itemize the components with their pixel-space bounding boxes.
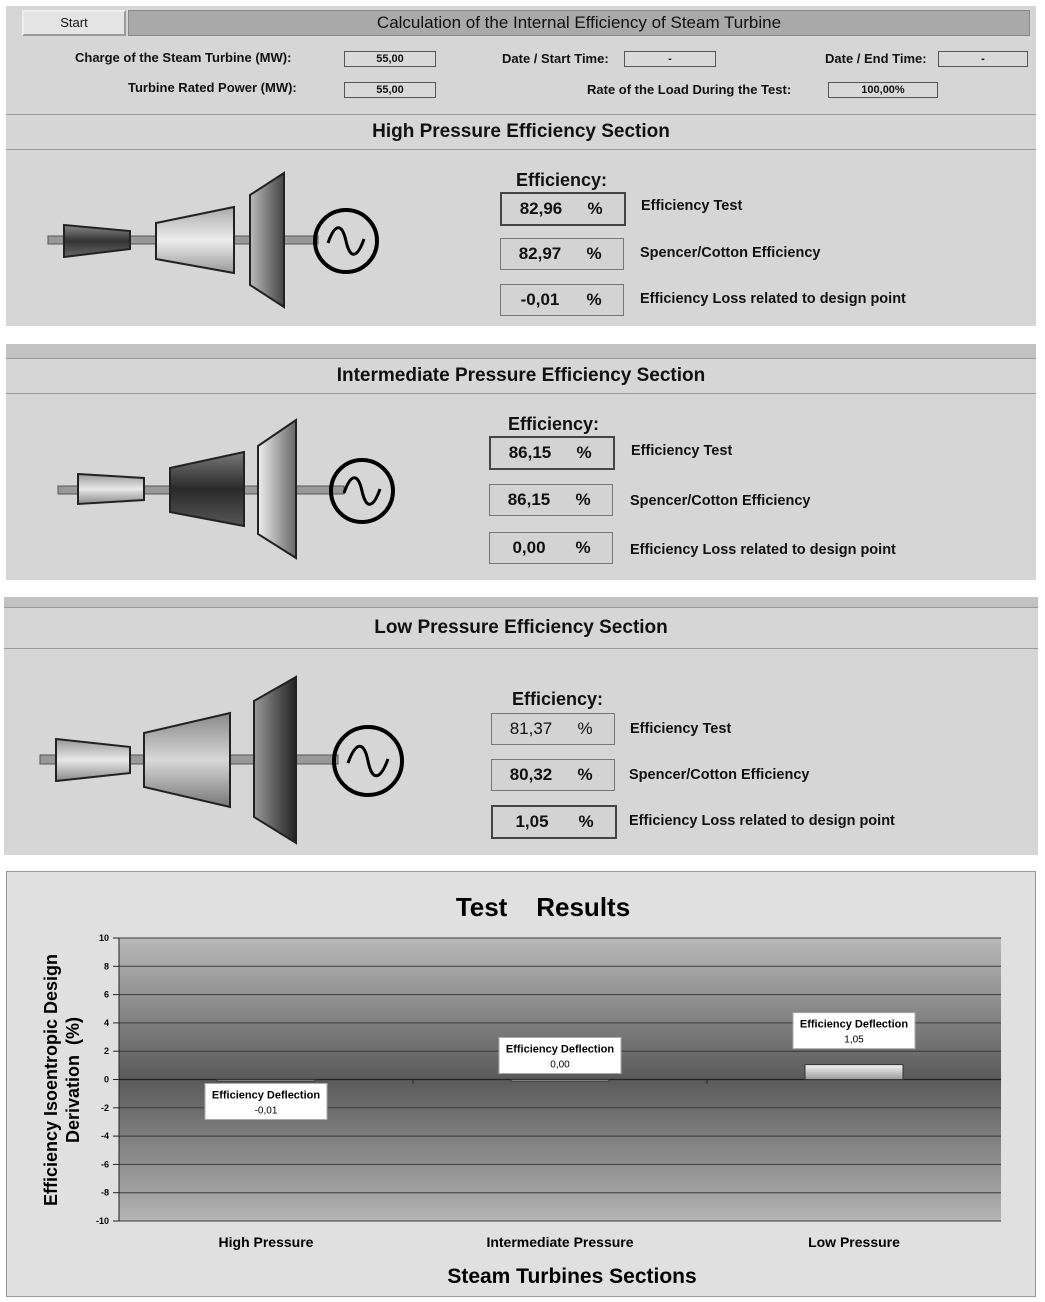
category-label: Low Pressure xyxy=(808,1234,900,1250)
efficiency-test-field: 82,96 % xyxy=(500,192,626,226)
start-time-label: Date / Start Time: xyxy=(502,51,609,66)
efficiency-loss-field: -0,01 % xyxy=(500,284,624,316)
spencer-cotton-field: 80,32 % xyxy=(491,759,615,791)
section-title: High Pressure Efficiency Section xyxy=(6,114,1036,150)
efficiency-test-field: 86,15 % xyxy=(489,436,615,470)
efficiency-loss-label: Efficiency Loss related to design point xyxy=(629,813,895,829)
data-label xyxy=(205,1084,327,1120)
test-results-chart xyxy=(7,872,1035,1296)
data-label xyxy=(793,1013,915,1049)
rated-power-label: Turbine Rated Power (MW): xyxy=(128,80,297,95)
charge-field: 55,00 xyxy=(344,51,436,67)
bar xyxy=(511,1080,609,1082)
data-label-name: Efficiency Deflection xyxy=(799,1018,909,1031)
section-title: Low Pressure Efficiency Section xyxy=(4,607,1038,649)
section-title: Intermediate Pressure Efficiency Section xyxy=(6,358,1036,394)
category-label: High Pressure xyxy=(218,1234,314,1250)
y-tick-label: -6 xyxy=(100,1159,109,1170)
efficiency-heading: Efficiency: xyxy=(516,170,608,190)
x-axis-label: Steam Turbines Sections xyxy=(447,1265,697,1288)
efficiency-loss-field: 1,05 % xyxy=(491,805,617,839)
charge-label: Charge of the Steam Turbine (MW): xyxy=(75,50,292,65)
efficiency-heading: Efficiency: xyxy=(508,414,600,434)
data-label-value: 1,05 xyxy=(844,1034,864,1046)
low-pressure-section xyxy=(4,597,1038,855)
y-tick-label: 0 xyxy=(103,1074,109,1085)
y-tick-label: 8 xyxy=(103,961,109,972)
rated-power-field: 55,00 xyxy=(344,82,436,98)
section-top-strip xyxy=(4,597,1038,607)
header-panel xyxy=(6,6,1036,114)
app-title-bar: Calculation of the Internal Efficiency of Steam Turbine xyxy=(128,10,1030,36)
y-tick-label: -10 xyxy=(95,1216,109,1226)
bar xyxy=(217,1080,315,1082)
efficiency-loss-field: 0,00 % xyxy=(489,532,613,564)
y-tick-label: 2 xyxy=(103,1046,109,1057)
spencer-cotton-field: 82,97 % xyxy=(500,238,624,270)
intermediate-pressure-section xyxy=(6,344,1036,580)
chart-title: Test Results xyxy=(455,892,631,922)
y-axis-label-line2: Derivation (%) xyxy=(63,1016,83,1144)
end-time-label: Date / End Time: xyxy=(825,51,927,66)
y-tick-label: 10 xyxy=(98,933,109,943)
efficiency-test-field: 81,37 % xyxy=(491,713,615,745)
turbine-icon xyxy=(46,169,386,319)
y-tick-label: -4 xyxy=(100,1131,109,1142)
spencer-cotton-label: Spencer/Cotton Efficiency xyxy=(629,767,810,783)
data-label-name: Efficiency Deflection xyxy=(505,1043,615,1056)
y-tick-label: -8 xyxy=(100,1187,109,1198)
y-tick-label: 4 xyxy=(103,1017,109,1028)
generator-icon xyxy=(334,727,402,795)
start-button[interactable]: Start xyxy=(22,10,126,36)
section-top-strip xyxy=(6,344,1036,358)
y-tick-label: -2 xyxy=(100,1102,109,1113)
data-label-name: Efficiency Deflection xyxy=(211,1089,321,1102)
efficiency-test-label: Efficiency Test xyxy=(630,721,732,737)
high-pressure-section xyxy=(6,114,1036,326)
bar xyxy=(805,1065,903,1080)
end-time-field: - xyxy=(938,51,1028,67)
efficiency-test-label: Efficiency Test xyxy=(641,198,743,214)
load-rate-label: Rate of the Load During the Test: xyxy=(587,82,792,97)
efficiency-test-label: Efficiency Test xyxy=(631,443,733,459)
spencer-cotton-label: Spencer/Cotton Efficiency xyxy=(630,493,811,509)
load-rate-field: 100,00% xyxy=(828,82,938,98)
efficiency-heading: Efficiency: xyxy=(512,689,604,709)
test-results-chart-panel xyxy=(6,871,1036,1297)
efficiency-loss-label: Efficiency Loss related to design point xyxy=(630,542,896,558)
efficiency-loss-label: Efficiency Loss related to design point xyxy=(640,291,906,307)
category-label: Intermediate Pressure xyxy=(486,1234,634,1250)
start-time-field: - xyxy=(624,51,716,67)
spencer-cotton-field: 86,15 % xyxy=(489,484,613,516)
data-label xyxy=(499,1038,621,1074)
data-label-value: 0,00 xyxy=(550,1059,570,1071)
y-axis-label-line1: Efficiency Isoentropic Design xyxy=(41,953,61,1207)
generator-icon xyxy=(315,210,377,272)
spencer-cotton-label: Spencer/Cotton Efficiency xyxy=(640,245,821,261)
y-tick-label: 6 xyxy=(103,989,109,1000)
data-label-value: -0,01 xyxy=(254,1105,278,1117)
turbine-icon xyxy=(56,416,396,566)
turbine-icon xyxy=(34,675,414,847)
